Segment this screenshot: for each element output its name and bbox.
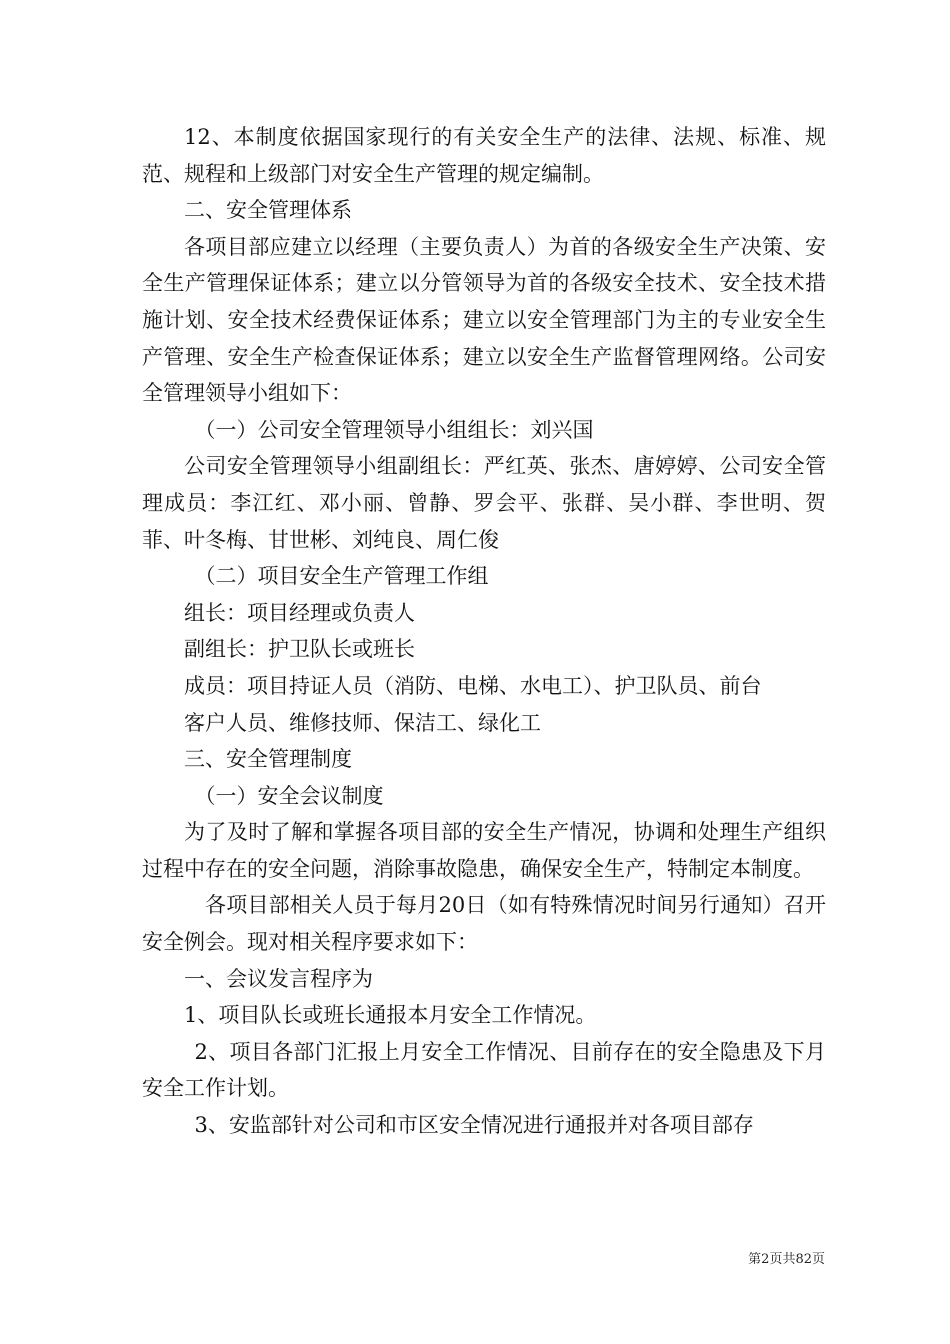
subheading-leader: （一）公司安全管理领导小组组长：刘兴国 [194, 417, 594, 442]
heading-speaking-order: 一、会议发言程序为 [184, 966, 373, 991]
paragraph-regulation-basis: 12、本制度依据国家现行的有关安全生产的法律、法规、标准、规范、规程和上级部门对安全生产管理的规定编制。 [142, 125, 826, 186]
paragraph-meeting-purpose: 为了及时了解和掌握各项目部的安全生产情况，协调和处理生产组织过程中存在的安全问题，消除事故隐患，确保安全生产，特制定本制度。 [142, 820, 826, 881]
document-body [142, 119, 826, 1144]
heading-management-rules: 三、安全管理制度 [184, 747, 352, 772]
paragraph-meeting-schedule: 各项目部相关人员于每月20日（如有特殊情况时间另行通知）召开安全例会。现对相关程序要求如下： [142, 893, 826, 955]
page-number-footer: 第2页共82页 [748, 1252, 825, 1267]
list-item-2: 2、项目各部门汇报上月安全工作情况、目前存在的安全隐患及下月安全工作计划。 [142, 1039, 826, 1101]
subheading-project-group: （二）项目安全生产管理工作组 [194, 564, 489, 589]
paragraph-deputy-members: 公司安全管理领导小组副组长：严红英、张杰、唐婷婷、公司安全管理成员：李江红、邓小丽、曾静、罗会平、张群、吴小群、李世明、贺菲、叶冬梅、甘世彬、刘纯良、周仁俊 [142, 454, 826, 552]
heading-safety-system: 二、安全管理体系 [184, 198, 352, 223]
list-item-1: 1、项目队长或班长通报本月安全工作情况。 [184, 1003, 597, 1028]
paragraph-deputy-leader: 副组长：护卫队长或班长 [184, 637, 415, 662]
paragraph-system-description: 各项目部应建立以经理（主要负责人）为首的各级安全生产决策、安全生产管理保证体系；建立以分管领导为首的各级安全技术、安全技术措施计划、安全技术经费保证体系；建立以安全管理部门为主的专业安全生产管理、安全生产检查保证体系；建立以安全生产监督管理网络。公司安全管理领导小组如下： [142, 234, 826, 406]
subheading-meeting-rules: （一）安全会议制度 [194, 783, 384, 808]
paragraph-group-leader: 组长：项目经理或负责人 [184, 600, 415, 625]
paragraph-members: 成员：项目持证人员（消防、电梯、水电工）、护卫队员、前台 [184, 673, 762, 698]
paragraph-members-continued: 客户人员、维修技师、保洁工、绿化工 [184, 710, 541, 735]
list-item-3: 3、安监部针对公司和市区安全情况进行通报并对各项目部存 [194, 1113, 754, 1138]
